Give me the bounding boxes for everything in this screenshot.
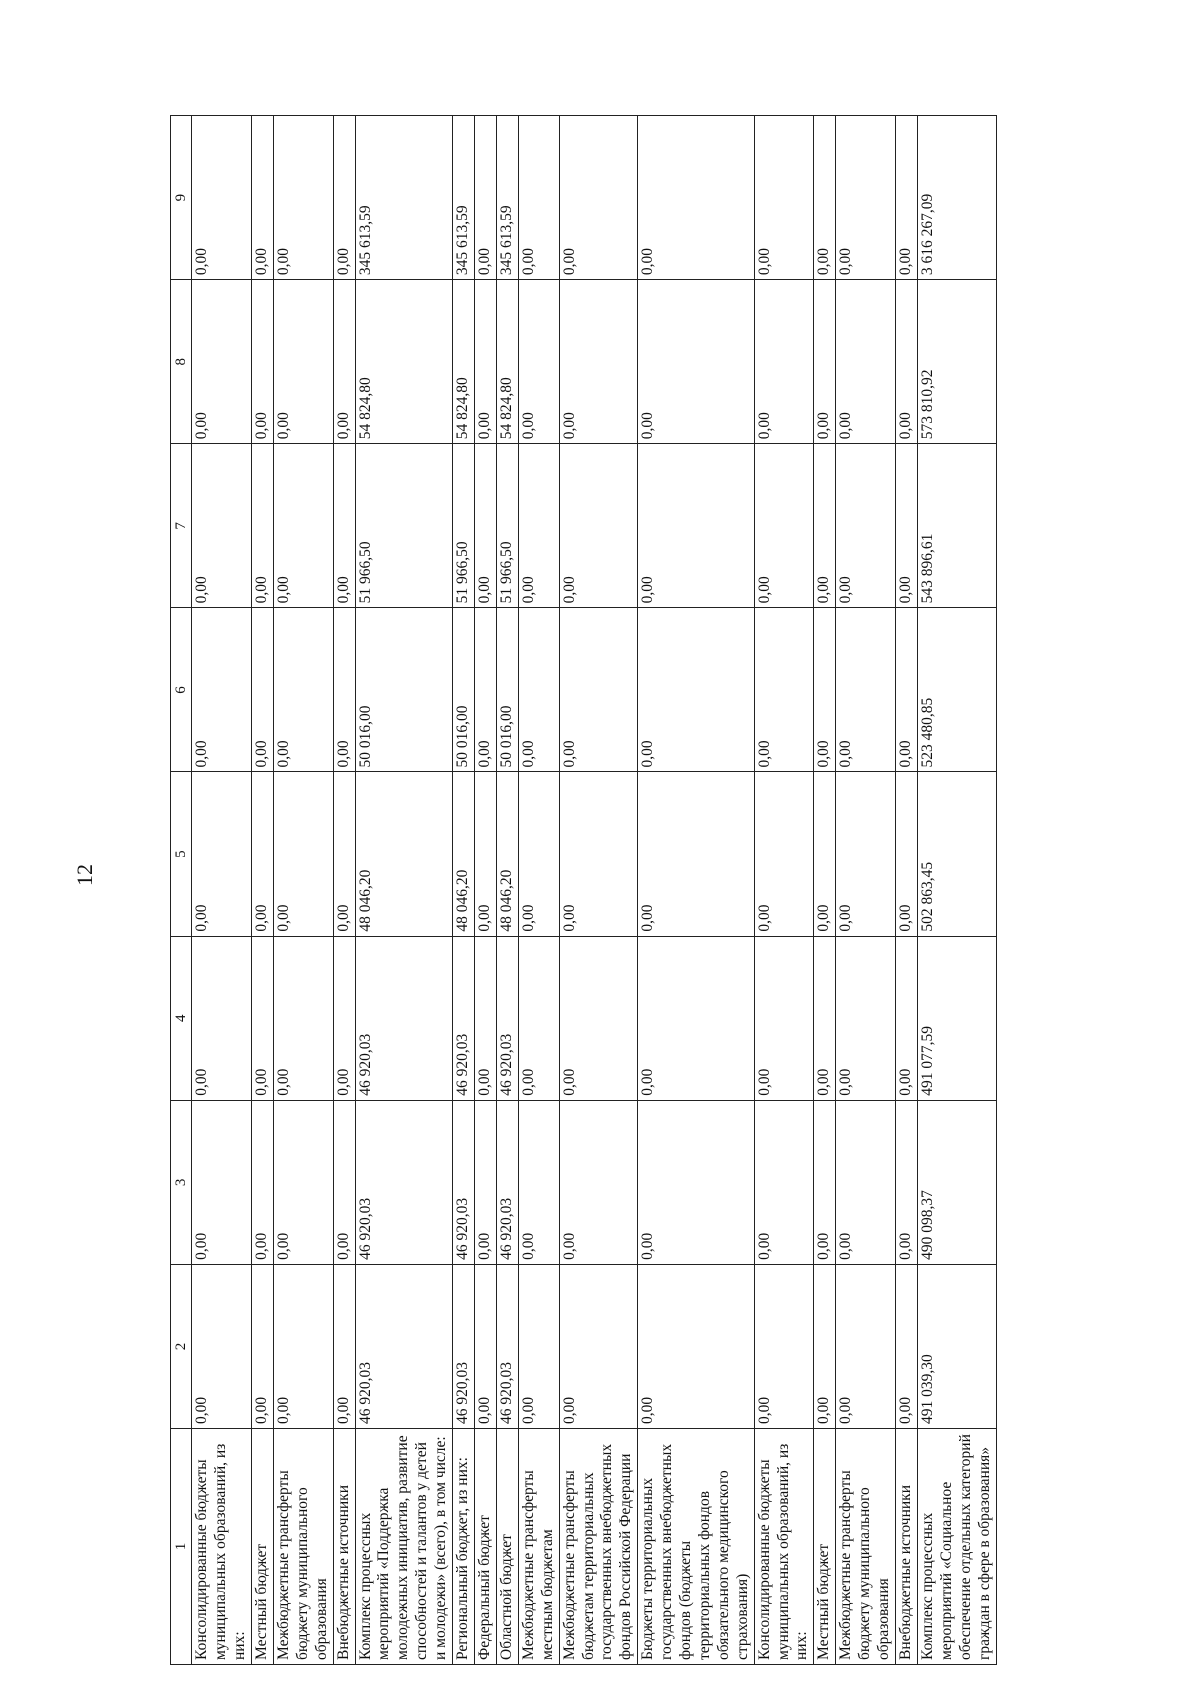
value-cell: 0,00 bbox=[559, 116, 638, 280]
value-cell: 0,00 bbox=[192, 608, 252, 772]
value-cell: 0,00 bbox=[518, 772, 559, 936]
rotated-table-wrapper bbox=[170, 115, 1170, 1665]
table-row bbox=[453, 116, 475, 1665]
column-header: 3 bbox=[171, 1100, 192, 1264]
value-cell: 46 920,03 bbox=[453, 1100, 475, 1264]
table-row bbox=[638, 116, 754, 1665]
value-cell: 46 920,03 bbox=[496, 936, 518, 1100]
value-cell: 48 046,20 bbox=[355, 772, 453, 936]
value-cell: 48 046,20 bbox=[453, 772, 475, 936]
value-cell: 0,00 bbox=[836, 116, 896, 280]
value-cell: 0,00 bbox=[896, 608, 918, 772]
table-body bbox=[192, 116, 996, 1665]
value-cell: 0,00 bbox=[559, 1100, 638, 1264]
value-cell: 0,00 bbox=[896, 444, 918, 608]
value-cell: 491 077,59 bbox=[917, 936, 996, 1100]
value-cell: 345 613,59 bbox=[453, 116, 475, 280]
row-label: Консолидированные бюджеты муниципальных образований, из них: bbox=[754, 1429, 814, 1665]
value-cell: 0,00 bbox=[333, 444, 355, 608]
value-cell: 46 920,03 bbox=[355, 936, 453, 1100]
value-cell: 491 039,30 bbox=[917, 1264, 996, 1428]
row-label: Межбюджетные трансферты местным бюджетам bbox=[518, 1429, 559, 1665]
row-label: Внебюджетные источники bbox=[896, 1429, 918, 1665]
value-cell: 0,00 bbox=[273, 772, 333, 936]
value-cell: 0,00 bbox=[474, 936, 496, 1100]
header-row bbox=[171, 116, 192, 1665]
value-cell: 0,00 bbox=[559, 772, 638, 936]
value-cell: 0,00 bbox=[518, 280, 559, 444]
value-cell: 0,00 bbox=[333, 1100, 355, 1264]
value-cell: 0,00 bbox=[896, 280, 918, 444]
value-cell: 0,00 bbox=[754, 444, 814, 608]
value-cell: 0,00 bbox=[192, 936, 252, 1100]
value-cell: 0,00 bbox=[896, 1100, 918, 1264]
value-cell: 0,00 bbox=[814, 936, 836, 1100]
value-cell: 0,00 bbox=[638, 444, 754, 608]
value-cell: 0,00 bbox=[638, 772, 754, 936]
value-cell: 0,00 bbox=[192, 772, 252, 936]
value-cell: 0,00 bbox=[638, 608, 754, 772]
table-container bbox=[170, 115, 1170, 1665]
value-cell: 0,00 bbox=[252, 444, 274, 608]
value-cell: 0,00 bbox=[474, 1100, 496, 1264]
value-cell: 0,00 bbox=[754, 772, 814, 936]
row-label: Федеральный бюджет bbox=[474, 1429, 496, 1665]
value-cell: 46 920,03 bbox=[496, 1100, 518, 1264]
row-label: Комплекс процессных мероприятий «Поддержка молодежных инициатив, развитие способностей и талантов у детей и молодежи» (всего), в том числе: bbox=[355, 1429, 453, 1665]
value-cell: 0,00 bbox=[814, 444, 836, 608]
table-row bbox=[474, 116, 496, 1665]
value-cell: 54 824,80 bbox=[453, 280, 475, 444]
value-cell: 51 966,50 bbox=[496, 444, 518, 608]
value-cell: 0,00 bbox=[252, 1100, 274, 1264]
column-header: 6 bbox=[171, 608, 192, 772]
value-cell: 0,00 bbox=[474, 444, 496, 608]
value-cell: 0,00 bbox=[474, 1264, 496, 1428]
value-cell: 46 920,03 bbox=[355, 1264, 453, 1428]
value-cell: 523 480,85 bbox=[917, 608, 996, 772]
row-label: Местный бюджет bbox=[252, 1429, 274, 1665]
budget-table bbox=[170, 115, 997, 1665]
value-cell: 0,00 bbox=[252, 116, 274, 280]
row-label: Межбюджетные трансферты бюджету муниципального образования bbox=[836, 1429, 896, 1665]
value-cell: 0,00 bbox=[814, 1264, 836, 1428]
value-cell: 0,00 bbox=[333, 280, 355, 444]
value-cell: 0,00 bbox=[474, 116, 496, 280]
column-header: 5 bbox=[171, 772, 192, 936]
value-cell: 490 098,37 bbox=[917, 1100, 996, 1264]
column-header: 7 bbox=[171, 444, 192, 608]
page-number: 12 bbox=[72, 864, 97, 886]
value-cell: 0,00 bbox=[559, 936, 638, 1100]
value-cell: 0,00 bbox=[638, 116, 754, 280]
table-row bbox=[333, 116, 355, 1665]
value-cell: 0,00 bbox=[814, 772, 836, 936]
value-cell: 0,00 bbox=[273, 1100, 333, 1264]
value-cell: 0,00 bbox=[518, 1264, 559, 1428]
table-row bbox=[273, 116, 333, 1665]
table-row bbox=[836, 116, 896, 1665]
value-cell: 50 016,00 bbox=[355, 608, 453, 772]
value-cell: 0,00 bbox=[192, 280, 252, 444]
value-cell: 345 613,59 bbox=[355, 116, 453, 280]
value-cell: 0,00 bbox=[836, 280, 896, 444]
value-cell: 0,00 bbox=[252, 772, 274, 936]
row-label: Внебюджетные источники bbox=[333, 1429, 355, 1665]
column-header: 1 bbox=[171, 1429, 192, 1665]
value-cell: 0,00 bbox=[814, 280, 836, 444]
value-cell: 46 920,03 bbox=[453, 936, 475, 1100]
column-header: 4 bbox=[171, 936, 192, 1100]
value-cell: 0,00 bbox=[474, 772, 496, 936]
row-label: Комплекс процессных мероприятий «Социальное обеспечение отдельных категорий граждан в сфере в образования» bbox=[917, 1429, 996, 1665]
row-label: Бюджеты территориальных государственных внебюджетных фондов (бюджеты территориальных фондов обязательного медицинского страхования) bbox=[638, 1429, 754, 1665]
column-header: 2 bbox=[171, 1264, 192, 1428]
value-cell: 54 824,80 bbox=[496, 280, 518, 444]
value-cell: 0,00 bbox=[836, 1264, 896, 1428]
value-cell: 0,00 bbox=[474, 280, 496, 444]
value-cell: 50 016,00 bbox=[496, 608, 518, 772]
value-cell: 0,00 bbox=[754, 608, 814, 772]
value-cell: 0,00 bbox=[192, 1264, 252, 1428]
value-cell: 0,00 bbox=[518, 936, 559, 1100]
value-cell: 0,00 bbox=[333, 936, 355, 1100]
value-cell: 0,00 bbox=[333, 116, 355, 280]
value-cell: 502 863,45 bbox=[917, 772, 996, 936]
value-cell: 0,00 bbox=[638, 1264, 754, 1428]
table-row bbox=[496, 116, 518, 1665]
value-cell: 0,00 bbox=[836, 772, 896, 936]
value-cell: 0,00 bbox=[896, 1264, 918, 1428]
value-cell: 46 920,03 bbox=[355, 1100, 453, 1264]
value-cell: 0,00 bbox=[273, 1264, 333, 1428]
value-cell: 0,00 bbox=[754, 280, 814, 444]
value-cell: 0,00 bbox=[518, 444, 559, 608]
value-cell: 0,00 bbox=[273, 116, 333, 280]
value-cell: 0,00 bbox=[754, 1100, 814, 1264]
value-cell: 0,00 bbox=[836, 936, 896, 1100]
value-cell: 0,00 bbox=[836, 1100, 896, 1264]
table-row bbox=[917, 116, 996, 1665]
value-cell: 46 920,03 bbox=[453, 1264, 475, 1428]
value-cell: 0,00 bbox=[814, 608, 836, 772]
column-header: 8 bbox=[171, 280, 192, 444]
value-cell: 0,00 bbox=[518, 608, 559, 772]
value-cell: 0,00 bbox=[814, 1100, 836, 1264]
row-label: Межбюджетные трансферты бюджетам территориальных государственных внебюджетных фондов Российской Федерации bbox=[559, 1429, 638, 1665]
column-header: 9 bbox=[171, 116, 192, 280]
value-cell: 0,00 bbox=[192, 1100, 252, 1264]
value-cell: 0,00 bbox=[518, 1100, 559, 1264]
value-cell: 0,00 bbox=[896, 116, 918, 280]
value-cell: 0,00 bbox=[192, 444, 252, 608]
value-cell: 0,00 bbox=[638, 280, 754, 444]
table-row bbox=[192, 116, 252, 1665]
value-cell: 0,00 bbox=[333, 1264, 355, 1428]
value-cell: 0,00 bbox=[252, 936, 274, 1100]
value-cell: 0,00 bbox=[273, 608, 333, 772]
value-cell: 543 896,61 bbox=[917, 444, 996, 608]
value-cell: 0,00 bbox=[559, 280, 638, 444]
table-row bbox=[754, 116, 814, 1665]
value-cell: 0,00 bbox=[638, 936, 754, 1100]
value-cell: 51 966,50 bbox=[453, 444, 475, 608]
table-row bbox=[896, 116, 918, 1665]
value-cell: 46 920,03 bbox=[496, 1264, 518, 1428]
row-label: Межбюджетные трансферты бюджету муниципального образования bbox=[273, 1429, 333, 1665]
value-cell: 3 616 267,09 bbox=[917, 116, 996, 280]
value-cell: 0,00 bbox=[518, 116, 559, 280]
value-cell: 0,00 bbox=[252, 1264, 274, 1428]
row-label: Местный бюджет bbox=[814, 1429, 836, 1665]
value-cell: 54 824,80 bbox=[355, 280, 453, 444]
value-cell: 51 966,50 bbox=[355, 444, 453, 608]
value-cell: 0,00 bbox=[273, 280, 333, 444]
value-cell: 0,00 bbox=[836, 444, 896, 608]
table-row bbox=[518, 116, 559, 1665]
value-cell: 0,00 bbox=[474, 608, 496, 772]
value-cell: 0,00 bbox=[192, 116, 252, 280]
value-cell: 0,00 bbox=[836, 608, 896, 772]
value-cell: 0,00 bbox=[754, 1264, 814, 1428]
value-cell: 573 810,92 bbox=[917, 280, 996, 444]
value-cell: 0,00 bbox=[273, 936, 333, 1100]
value-cell: 0,00 bbox=[333, 608, 355, 772]
table-row bbox=[252, 116, 274, 1665]
row-label: Областной бюджет bbox=[496, 1429, 518, 1665]
value-cell: 0,00 bbox=[559, 608, 638, 772]
value-cell: 0,00 bbox=[896, 936, 918, 1100]
table-row bbox=[814, 116, 836, 1665]
table-row bbox=[355, 116, 453, 1665]
value-cell: 0,00 bbox=[754, 936, 814, 1100]
value-cell: 0,00 bbox=[333, 772, 355, 936]
value-cell: 345 613,59 bbox=[496, 116, 518, 280]
value-cell: 0,00 bbox=[559, 1264, 638, 1428]
row-label: Региональный бюджет, из них: bbox=[453, 1429, 475, 1665]
value-cell: 48 046,20 bbox=[496, 772, 518, 936]
table-row bbox=[559, 116, 638, 1665]
value-cell: 0,00 bbox=[252, 280, 274, 444]
value-cell: 0,00 bbox=[896, 772, 918, 936]
value-cell: 0,00 bbox=[252, 608, 274, 772]
value-cell: 0,00 bbox=[754, 116, 814, 280]
value-cell: 0,00 bbox=[273, 444, 333, 608]
value-cell: 0,00 bbox=[638, 1100, 754, 1264]
value-cell: 50 016,00 bbox=[453, 608, 475, 772]
value-cell: 0,00 bbox=[814, 116, 836, 280]
value-cell: 0,00 bbox=[559, 444, 638, 608]
row-label: Консолидированные бюджеты муниципальных образований, из них: bbox=[192, 1429, 252, 1665]
